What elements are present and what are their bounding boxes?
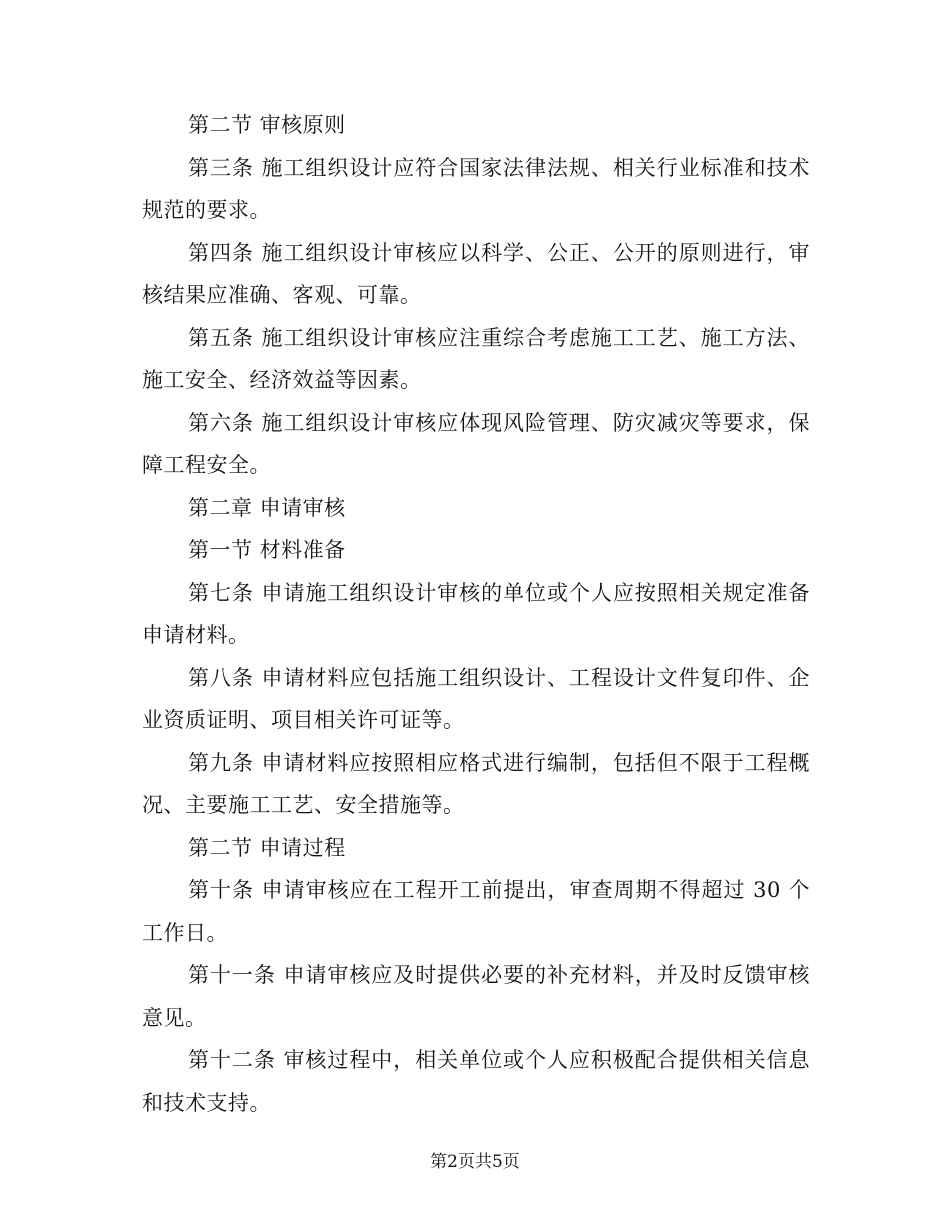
- article-paragraph: 第十一条 申请审核应及时提供必要的补充材料，并及时反馈审核意见。: [142, 963, 810, 1030]
- chapter-heading: 第二章 申请审核: [188, 495, 346, 520]
- article-paragraph: 第八条 申请材料应包括施工组织设计、工程设计文件复印件、企业资质证明、项目相关许可证等。: [142, 665, 810, 732]
- section-heading: 第二节 申请过程: [188, 835, 346, 860]
- article-paragraph: 第六条 施工组织设计审核应体现风险管理、防灾减灾等要求，保障工程安全。: [142, 410, 810, 477]
- page-number: 第2页共5页: [430, 1152, 520, 1172]
- article-paragraph: 第十二条 审核过程中，相关单位或个人应积极配合提供相关信息和技术支持。: [142, 1048, 810, 1115]
- article-paragraph: 第三条 施工组织设计应符合国家法律法规、相关行业标准和技术规范的要求。: [142, 155, 810, 222]
- section-heading: 第一节 材料准备: [188, 538, 346, 562]
- article-paragraph: 第五条 施工组织设计审核应注重综合考虑施工工艺、施工方法、施工安全、经济效益等因素。: [142, 325, 810, 392]
- article-paragraph: 第四条 施工组织设计审核应以科学、公正、公开的原则进行，审核结果应准确、客观、可靠。: [142, 240, 810, 307]
- article-paragraph: 第九条 申请材料应按照相应格式进行编制，包括但不限于工程概况、主要施工工艺、安全措施等。: [142, 750, 810, 817]
- section-heading: 第二节 审核原则: [188, 113, 346, 137]
- article-paragraph: 第十条 申请审核应在工程开工前提出，审查周期不得超过 30 个工作日。: [142, 878, 810, 945]
- article-paragraph: 第七条 申请施工组织设计审核的单位或个人应按照相关规定准备申请材料。: [142, 580, 810, 647]
- document-body: [142, 104, 810, 1124]
